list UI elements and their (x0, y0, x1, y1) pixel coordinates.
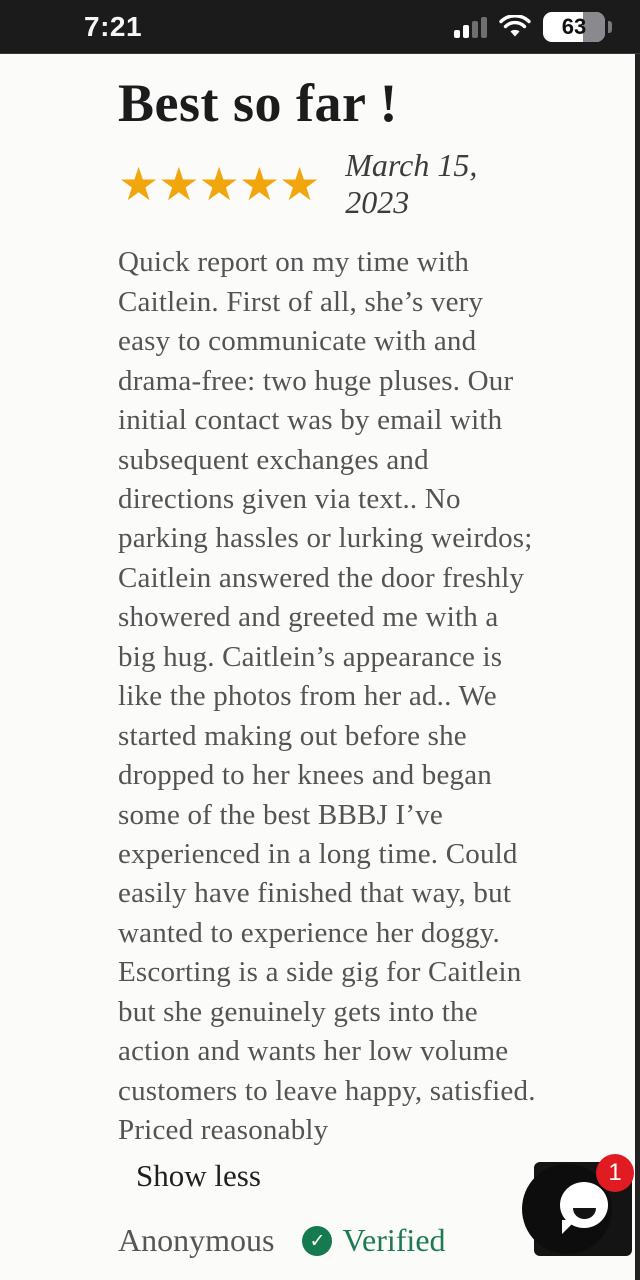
review-card (0, 54, 640, 1259)
wifi-icon (499, 15, 531, 39)
verified-label: Verified (342, 1222, 446, 1259)
battery-percent: 63 (561, 13, 587, 39)
cellular-signal-icon (454, 16, 487, 38)
screen-edge-strip (635, 54, 640, 1280)
verified-check-icon: ✓ (302, 1226, 332, 1256)
status-icons (454, 12, 612, 42)
battery-icon (543, 12, 605, 42)
chat-smile-icon (573, 1208, 596, 1219)
reviewer-name: Anonymous (118, 1222, 275, 1259)
rating-row (118, 147, 540, 221)
review-date: March 15, 2023 (345, 147, 478, 221)
verified-badge (302, 1222, 445, 1259)
status-bar (0, 0, 640, 54)
star-rating-icon: ★★★★★ (118, 157, 320, 212)
show-less-button[interactable]: Show less (136, 1158, 261, 1194)
review-body-text: Quick report on my time with Caitlein. First of all, she’s very easy to communicate with and drama-free: two huge pluses. Our initial contact was by email with subsequent exchanges and directions given via text.. No parking hassles or lurking weirdos; Caitlein answered the door freshly showered and greeted me with a big hug. Caitlein’s appearance is like the photos from her ad.. We started making out before she dropped to her knees and began some of the best BBBJ I’ve experienced in a long time. Could easily have finished that way, but wanted to experience her doggy. Escorting is a side gig for Caitlein but she genuinely gets into the action and wants her low volume customers to leave happy, satisfied. Priced reasonably (118, 246, 536, 1147)
review-title: Best so far ! (118, 73, 398, 133)
review-footer (118, 1222, 540, 1259)
battery-cap (608, 21, 612, 33)
unread-count-badge: 1 (596, 1154, 634, 1192)
clock-time: 7:21 (84, 10, 143, 42)
chat-bubble-tail (562, 1220, 576, 1234)
chat-launcher-button[interactable] (534, 1159, 632, 1256)
